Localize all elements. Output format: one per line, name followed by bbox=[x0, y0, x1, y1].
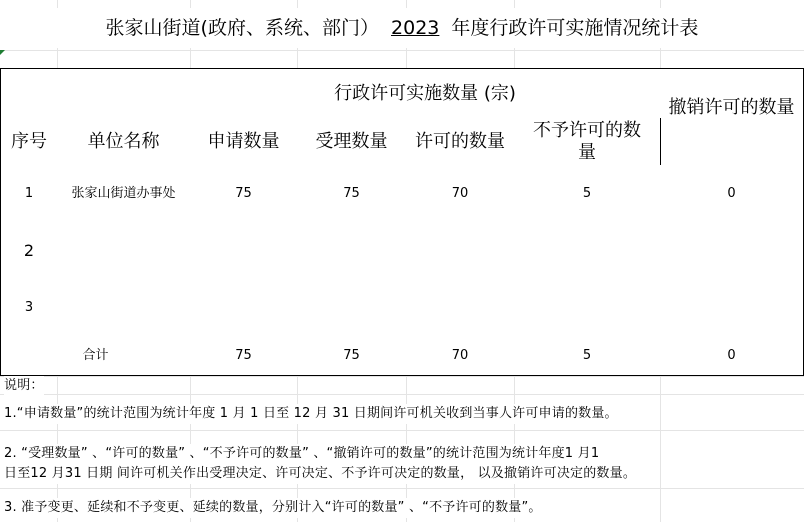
header-apply bbox=[190, 118, 298, 166]
header-deny bbox=[514, 118, 661, 166]
header-revoke bbox=[660, 68, 804, 166]
cell-error-marker bbox=[0, 50, 5, 55]
header-group bbox=[190, 68, 661, 119]
total-label bbox=[0, 336, 191, 376]
total-deny bbox=[514, 336, 661, 376]
row3-accept bbox=[297, 279, 407, 337]
row3-seq-value: 3 bbox=[24, 299, 34, 315]
notes-section bbox=[0, 376, 804, 522]
row3-deny bbox=[514, 279, 661, 337]
title-suffix: 年度行政许可实施情况统计表 bbox=[451, 17, 699, 39]
header-blank-seq bbox=[0, 68, 58, 119]
header-accept bbox=[297, 118, 407, 166]
header-permit-label: 许可的数量 bbox=[415, 130, 505, 152]
row1-unit-value: 张家山街道办事处 bbox=[71, 185, 176, 201]
row1-accept bbox=[297, 165, 407, 223]
header-permit bbox=[406, 118, 515, 166]
row3-revoke bbox=[660, 279, 804, 337]
title-prefix: 张家山街道(政府、系统、部门） bbox=[105, 17, 379, 39]
header-revoke-label: 撤销许可的数量 bbox=[668, 97, 795, 118]
row1-permit-value: 70 bbox=[451, 185, 469, 201]
row3-apply bbox=[190, 279, 298, 337]
row1-seq bbox=[0, 165, 58, 223]
title-year: 2023 bbox=[391, 17, 440, 39]
row1-unit bbox=[57, 165, 191, 223]
header-unit-label: 单位名称 bbox=[87, 130, 160, 152]
row1-deny bbox=[514, 165, 661, 223]
row1-accept-value: 75 bbox=[343, 185, 360, 201]
total-apply bbox=[190, 336, 298, 376]
total-accept-value: 75 bbox=[343, 347, 360, 363]
row2-seq-value: 2 bbox=[23, 240, 35, 260]
row2-seq bbox=[0, 222, 58, 280]
total-revoke-value: 0 bbox=[727, 347, 736, 363]
total-label-text: 合计 bbox=[82, 347, 109, 363]
statistics-table bbox=[0, 68, 804, 376]
note-3: 3. 准予变更、延续和不予变更、延续的数量，分别计入“许可的数量” 、“不予许可的数量”。 bbox=[4, 498, 542, 518]
row1-seq-value: 1 bbox=[24, 185, 34, 201]
total-revoke bbox=[660, 336, 804, 376]
row1-revoke-value: 0 bbox=[727, 185, 736, 201]
header-accept-label: 受理数量 bbox=[315, 130, 388, 152]
total-permit-value: 70 bbox=[451, 347, 469, 363]
header-seq bbox=[0, 118, 58, 166]
row1-revoke bbox=[660, 165, 804, 223]
row1-apply bbox=[190, 165, 298, 223]
row2-permit bbox=[406, 222, 515, 280]
row1-apply-value: 75 bbox=[235, 185, 252, 201]
notes-heading: 说明： bbox=[4, 376, 44, 396]
row2-apply bbox=[190, 222, 298, 280]
row3-unit bbox=[57, 279, 191, 337]
header-unit bbox=[57, 118, 191, 166]
total-accept bbox=[297, 336, 407, 376]
row3-seq bbox=[0, 279, 58, 337]
note-1: 1.“申请数量”的统计范围为统计年度 1 月 1 日至 12 月 31 日期间许可机关收到当事人许可申请的数量。 bbox=[4, 404, 618, 424]
header-seq-label: 序号 bbox=[11, 130, 47, 152]
total-permit bbox=[406, 336, 515, 376]
row3-permit bbox=[406, 279, 515, 337]
header-blank-unit bbox=[57, 68, 191, 119]
row2-revoke bbox=[660, 222, 804, 280]
note-2a: 2. “受理数量” 、“许可的数量” 、“不予许可的数量” 、“撤销许可的数量”的统计范围为统计年度1 月1 bbox=[4, 444, 599, 464]
header-apply-label: 申请数量 bbox=[207, 130, 280, 152]
header-group-label: 行政许可实施数量 (宗) bbox=[334, 82, 516, 104]
row2-unit bbox=[57, 222, 191, 280]
row2-accept bbox=[297, 222, 407, 280]
row1-deny-value: 5 bbox=[582, 185, 592, 201]
row1-permit bbox=[406, 165, 515, 223]
total-apply-value: 75 bbox=[235, 347, 252, 363]
total-deny-value: 5 bbox=[582, 347, 592, 363]
note-2b: 日至12 月31 日期 间许可机关作出受理决定、许可决定、不予许可决定的数量， 以及撤销许可决定的数量。 bbox=[4, 464, 636, 484]
page-title bbox=[0, 8, 804, 48]
row2-deny bbox=[514, 222, 661, 280]
header-deny-label: 不予许可的数量 bbox=[533, 119, 641, 163]
